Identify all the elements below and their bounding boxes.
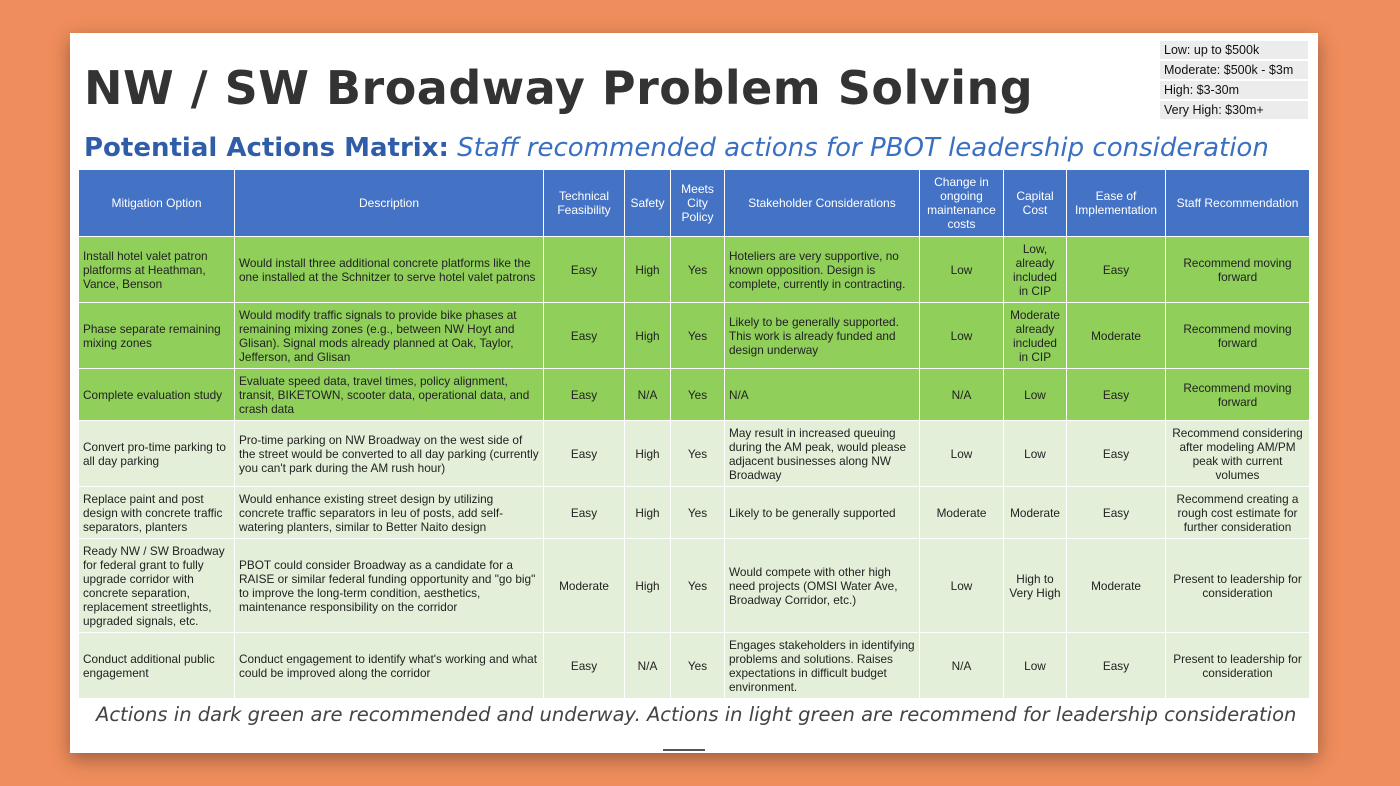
maintenance-cost-cell: N/A — [920, 633, 1004, 699]
cost-legend-item: Low: up to $500k — [1160, 41, 1308, 59]
safety-cell: High — [625, 303, 671, 369]
maintenance-cost-cell: Low — [920, 539, 1004, 633]
meets-city-policy-cell: Yes — [671, 633, 725, 699]
slide-handle[interactable] — [663, 749, 705, 751]
stakeholder-considerations-cell: Would compete with other high need projects (OMSI Water Ave, Broadway Corridor, etc.) — [725, 539, 920, 633]
subtitle-rest: Staff recommended actions for PBOT leadership consideration — [457, 133, 1269, 163]
safety-cell: N/A — [625, 369, 671, 421]
meets-city-policy-cell: Yes — [671, 487, 725, 539]
technical-feasibility-cell: Easy — [544, 303, 625, 369]
header-maintenance-costs: Change in ongoing maintenance costs — [920, 170, 1004, 237]
stakeholder-considerations-cell: Engages stakeholders in identifying problems and solutions. Raises expectations in difficult budget environment. — [725, 633, 920, 699]
header-staff-recommendation: Staff Recommendation — [1166, 170, 1310, 237]
table-row — [79, 369, 1310, 421]
technical-feasibility-cell: Moderate — [544, 539, 625, 633]
header-technical-feasibility: Technical Feasibility — [544, 170, 625, 237]
technical-feasibility-cell: Easy — [544, 237, 625, 303]
table-row — [79, 237, 1310, 303]
actions-matrix-table — [78, 169, 1310, 699]
safety-cell: High — [625, 237, 671, 303]
table-row — [79, 487, 1310, 539]
mitigation-option-cell: Install hotel valet patron platforms at Heathman, Vance, Benson — [79, 237, 235, 303]
ease-of-implementation-cell: Easy — [1067, 369, 1166, 421]
stakeholder-considerations-cell: May result in increased queuing during the AM peak, would please adjacent businesses along NW Broadway — [725, 421, 920, 487]
staff-recommendation-cell: Recommend moving forward — [1166, 303, 1310, 369]
header-meets-city-policy: Meets City Policy — [671, 170, 725, 237]
ease-of-implementation-cell: Moderate — [1067, 539, 1166, 633]
ease-of-implementation-cell: Easy — [1067, 487, 1166, 539]
staff-recommendation-cell: Present to leadership for consideration — [1166, 633, 1310, 699]
technical-feasibility-cell: Easy — [544, 421, 625, 487]
description-cell: Would modify traffic signals to provide bike phases at remaining mixing zones (e.g., between NW Hoyt and Glisan). Signal mods already planned at Oak, Taylor, Jefferson, and Glisan — [235, 303, 544, 369]
description-cell: Would enhance existing street design by utilizing concrete traffic separators in leu of posts, add self-watering planters, similar to Better Naito design — [235, 487, 544, 539]
mitigation-option-cell: Convert pro-time parking to all day parking — [79, 421, 235, 487]
mitigation-option-cell: Conduct additional public engagement — [79, 633, 235, 699]
cost-legend-item: Very High: $30m+ — [1160, 101, 1308, 119]
slide — [70, 33, 1318, 753]
maintenance-cost-cell: Low — [920, 237, 1004, 303]
description-cell: Evaluate speed data, travel times, policy alignment, transit, BIKETOWN, scooter data, operational data, and crash data — [235, 369, 544, 421]
meets-city-policy-cell: Yes — [671, 369, 725, 421]
cost-legend-item: High: $3-30m — [1160, 81, 1308, 99]
header-stakeholder-considerations: Stakeholder Considerations — [725, 170, 920, 237]
table-row — [79, 539, 1310, 633]
staff-recommendation-cell: Recommend moving forward — [1166, 369, 1310, 421]
meets-city-policy-cell: Yes — [671, 237, 725, 303]
cost-legend — [1160, 41, 1308, 121]
header-capital-cost: Capital Cost — [1004, 170, 1067, 237]
meets-city-policy-cell: Yes — [671, 303, 725, 369]
ease-of-implementation-cell: Easy — [1067, 633, 1166, 699]
staff-recommendation-cell: Present to leadership for consideration — [1166, 539, 1310, 633]
capital-cost-cell: Moderate already included in CIP — [1004, 303, 1067, 369]
ease-of-implementation-cell: Easy — [1067, 237, 1166, 303]
staff-recommendation-cell: Recommend considering after modeling AM/PM peak with current volumes — [1166, 421, 1310, 487]
subtitle — [84, 133, 1269, 163]
subtitle-lead: Potential Actions Matrix: — [84, 133, 449, 163]
meets-city-policy-cell: Yes — [671, 421, 725, 487]
ease-of-implementation-cell: Moderate — [1067, 303, 1166, 369]
capital-cost-cell: Moderate — [1004, 487, 1067, 539]
capital-cost-cell: Low — [1004, 421, 1067, 487]
mitigation-option-cell: Complete evaluation study — [79, 369, 235, 421]
table-header-row — [79, 170, 1310, 237]
stakeholder-considerations-cell: Hoteliers are very supportive, no known opposition. Design is complete, currently in contracting. — [725, 237, 920, 303]
technical-feasibility-cell: Easy — [544, 487, 625, 539]
cost-legend-item: Moderate: $500k - $3m — [1160, 61, 1308, 79]
description-cell: Pro-time parking on NW Broadway on the west side of the street would be converted to all day parking (currently you can't park during the AM rush hour) — [235, 421, 544, 487]
capital-cost-cell: Low — [1004, 633, 1067, 699]
header-mitigation-option: Mitigation Option — [79, 170, 235, 237]
staff-recommendation-cell: Recommend creating a rough cost estimate for further consideration — [1166, 487, 1310, 539]
page-title: NW / SW Broadway Problem Solving — [84, 61, 1034, 115]
maintenance-cost-cell: N/A — [920, 369, 1004, 421]
mitigation-option-cell: Ready NW / SW Broadway for federal grant to fully upgrade corridor with concrete separation, replacement streetlights, upgraded signals, etc. — [79, 539, 235, 633]
mitigation-option-cell: Replace paint and post design with concrete traffic separators, planters — [79, 487, 235, 539]
description-cell: PBOT could consider Broadway as a candidate for a RAISE or similar federal funding opportunity and "go big" to improve the long-term condition, aesthetics, maintenance responsibility on the corridor — [235, 539, 544, 633]
safety-cell: High — [625, 539, 671, 633]
header-description: Description — [235, 170, 544, 237]
stakeholder-considerations-cell: Likely to be generally supported — [725, 487, 920, 539]
maintenance-cost-cell: Low — [920, 303, 1004, 369]
staff-recommendation-cell: Recommend moving forward — [1166, 237, 1310, 303]
stakeholder-considerations-cell: Likely to be generally supported. This work is already funded and design underway — [725, 303, 920, 369]
table-body — [79, 237, 1310, 699]
meets-city-policy-cell: Yes — [671, 539, 725, 633]
stakeholder-considerations-cell: N/A — [725, 369, 920, 421]
safety-cell: N/A — [625, 633, 671, 699]
capital-cost-cell: Low, already included in CIP — [1004, 237, 1067, 303]
description-cell: Conduct engagement to identify what's working and what could be improved along the corridor — [235, 633, 544, 699]
table-row — [79, 421, 1310, 487]
table-row — [79, 633, 1310, 699]
description-cell: Would install three additional concrete platforms like the one installed at the Schnitzer to serve hotel valet patrons — [235, 237, 544, 303]
maintenance-cost-cell: Low — [920, 421, 1004, 487]
maintenance-cost-cell: Moderate — [920, 487, 1004, 539]
safety-cell: High — [625, 487, 671, 539]
technical-feasibility-cell: Easy — [544, 369, 625, 421]
safety-cell: High — [625, 421, 671, 487]
technical-feasibility-cell: Easy — [544, 633, 625, 699]
mitigation-option-cell: Phase separate remaining mixing zones — [79, 303, 235, 369]
header-safety: Safety — [625, 170, 671, 237]
ease-of-implementation-cell: Easy — [1067, 421, 1166, 487]
table-row — [79, 303, 1310, 369]
header-ease-of-implementation: Ease of Implementation — [1067, 170, 1166, 237]
capital-cost-cell: Low — [1004, 369, 1067, 421]
capital-cost-cell: High to Very High — [1004, 539, 1067, 633]
footer-note: Actions in dark green are recommended and underway. Actions in light green are recommend for leadership consideration — [96, 703, 1297, 726]
